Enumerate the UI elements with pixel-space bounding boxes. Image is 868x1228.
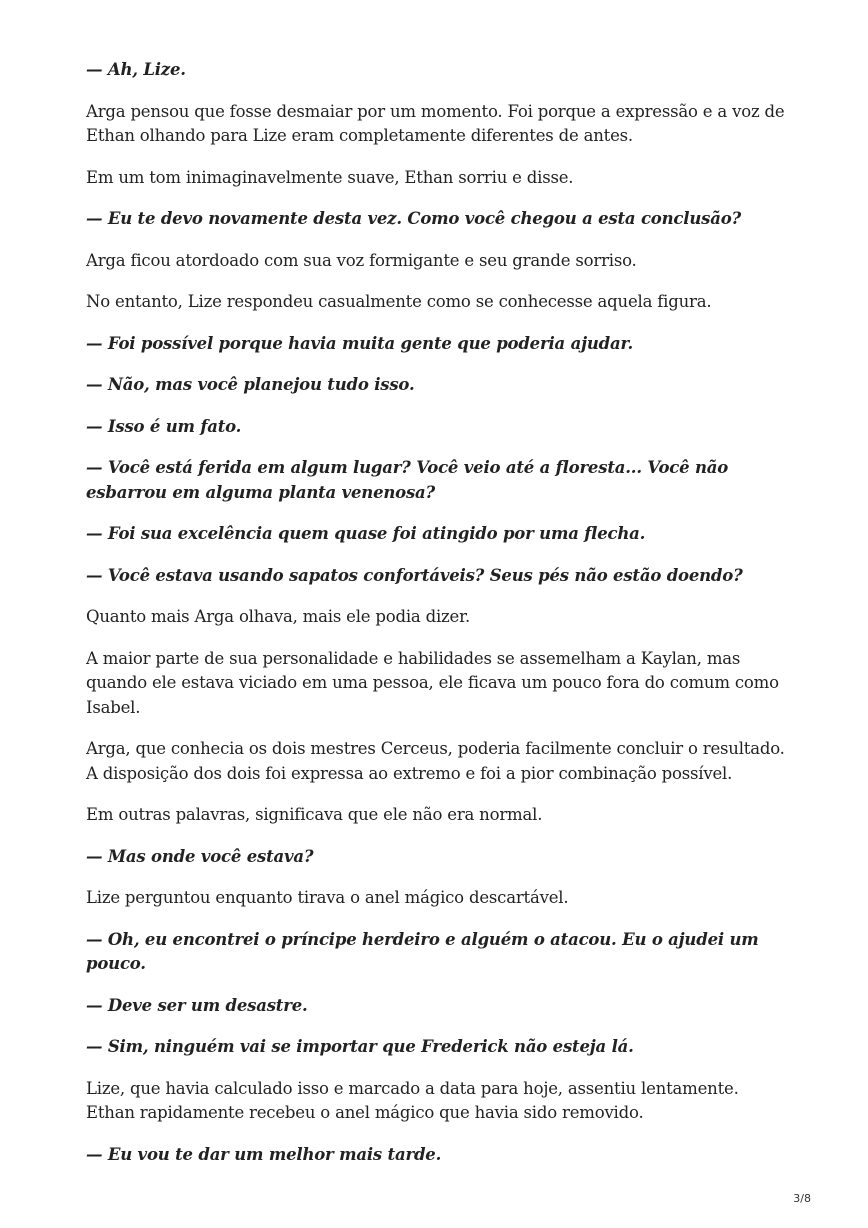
narration-paragraph: Lize perguntou enquanto tirava o anel mágico descartável.	[86, 888, 569, 907]
narration-paragraph: No entanto, Lize respondeu casualmente como se conhecesse aquela figura.	[86, 292, 712, 311]
page-number: 3/8	[793, 1192, 811, 1205]
dialogue-line: — Deve ser um desastre.	[86, 995, 308, 1015]
document-body	[86, 58, 786, 1184]
narration-paragraph: Quanto mais Arga olhava, mais ele podia dizer.	[86, 607, 471, 626]
narration-paragraph: Arga ficou atordoado com sua voz formigante e seu grande sorriso.	[86, 250, 637, 270]
dialogue-line: — Eu te devo novamente desta vez. Como você chegou a esta conclusão?	[86, 209, 741, 228]
narration-paragraph: Arga pensou que fosse desmaiar por um momento. Foi porque a expressão e a voz de Ethan olhando para Lize eram completamente diferentes de antes.	[86, 101, 785, 145]
narration-paragraph: Lize, que havia calculado isso e marcado a data para hoje, assentiu lentamente. Ethan rapidamente recebeu o anel mágico que havia sido removido.	[86, 1078, 739, 1122]
narration-paragraph: A maior parte de sua personalidade e habilidades se assemelham a Kaylan, mas quando ele estava viciado em uma pessoa, ele ficava um pouco fora do comum como Isabel.	[86, 648, 779, 717]
dialogue-line: — Não, mas você planejou tudo isso.	[86, 375, 415, 394]
dialogue-line: — Foi possível porque havia muita gente que poderia ajudar.	[86, 333, 633, 353]
dialogue-line: — Eu vou te dar um melhor mais tarde.	[86, 1144, 442, 1164]
narration-paragraph: Em outras palavras, significava que ele não era normal.	[86, 805, 543, 824]
dialogue-line: — Foi sua excelência quem quase foi atingido por uma flecha.	[86, 524, 646, 543]
dialogue-line: — Isso é um fato.	[86, 416, 242, 436]
dialogue-line: — Oh, eu encontrei o príncipe herdeiro e alguém o atacou. Eu o ajudei um pouco.	[86, 929, 759, 973]
dialogue-line: — Você está ferida em algum lugar? Você veio até a floresta... Você não esbarrou em alguma planta venenosa?	[86, 458, 729, 502]
dialogue-line: — Mas onde você estava?	[86, 846, 314, 866]
dialogue-line: — Sim, ninguém vai se importar que Frederick não esteja lá.	[86, 1037, 634, 1056]
narration-paragraph: Arga, que conhecia os dois mestres Cerceus, poderia facilmente concluir o resultado. A disposição dos dois foi expressa ao extremo e foi a pior combinação possível.	[86, 739, 785, 783]
dialogue-line: — Você estava usando sapatos confortáveis? Seus pés não estão doendo?	[86, 565, 743, 585]
dialogue-line: — Ah, Lize.	[86, 60, 186, 79]
narration-paragraph: Em um tom inimaginavelmente suave, Ethan sorriu e disse.	[86, 167, 574, 187]
